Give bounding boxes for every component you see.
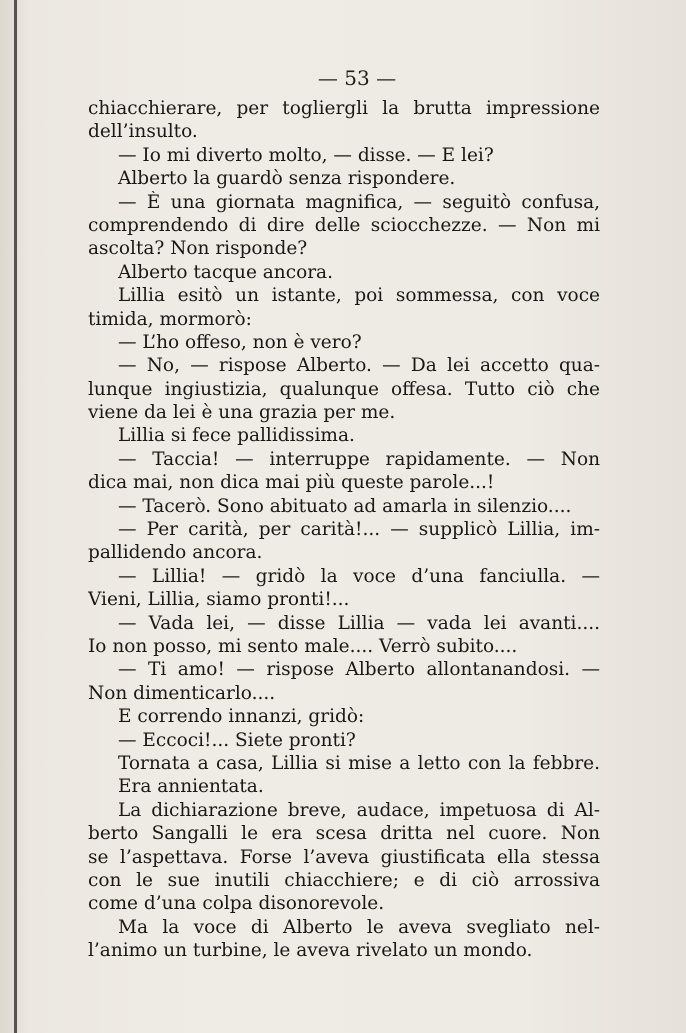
text-line: — Tacerò. Sono abituato ad amarla in silenzio.... <box>118 495 572 517</box>
text-line: ascolta? Non risponde? <box>88 238 308 260</box>
text-line: — Lillia! — gridò la voce d’una fanciulla. — <box>118 565 600 587</box>
text-line: Lillia esitò un istante, poi sommessa, con voce <box>118 285 600 307</box>
text-line: comprendendo di dire delle sciocchezze. — Non mi <box>88 214 600 236</box>
page-number: — 53 — <box>317 66 397 90</box>
text-line: lunque ingiustizia, qualunque offesa. Tutto ciò che <box>88 378 600 400</box>
text-line: dell’insulto. <box>88 121 198 143</box>
text-line: — Io mi diverto molto, — disse. — E lei? <box>118 144 494 166</box>
text-line: La dichiarazione breve, audace, impetuosa di Al- <box>118 799 600 821</box>
text-line: — L’ho offeso, non è vero? <box>118 331 362 353</box>
text-line: Alberto tacque ancora. <box>118 261 333 283</box>
text-line: — Taccia! — interruppe rapidamente. — Non <box>118 448 600 470</box>
text-line: come d’una colpa disonorevole. <box>88 893 385 915</box>
text-line: timida, mormorò: <box>88 308 252 330</box>
text-line: Vieni, Lillia, siamo pronti!... <box>88 589 350 611</box>
text-line: — Vada lei, — disse Lillia — vada lei avanti.... <box>118 612 600 634</box>
text-line: — No, — rispose Alberto. — Da lei accetto qua- <box>118 355 600 377</box>
text-line: pallidendo ancora. <box>88 542 263 564</box>
text-line: dica mai, non dica mai più queste parole...! <box>88 472 495 494</box>
text-line: — È una giornata magnifica, — seguitò confusa, <box>118 191 600 213</box>
text-line: — Per carità, per carità!... — supplicò Lillia, im- <box>118 519 600 541</box>
page-binding-edge <box>14 0 17 1033</box>
text-line: viene da lei è una grazia per me. <box>88 402 396 424</box>
text-line: E correndo innanzi, gridò: <box>118 706 365 728</box>
text-line: — Eccoci!... Siete pronti? <box>118 729 356 751</box>
text-line: Lillia si fece pallidissima. <box>118 425 355 447</box>
text-line: Era annientata. <box>118 776 264 798</box>
text-line: Tornata a casa, Lillia si mise a letto con la febbre. <box>118 752 600 774</box>
text-line: Non dimenticarlo.... <box>88 682 276 704</box>
text-line: — Ti amo! — rispose Alberto allontanandosi. — <box>118 659 600 681</box>
text-line: Io non posso, mi sento male.... Verrò subito.... <box>88 635 518 657</box>
body-text <box>88 97 600 962</box>
text-line: berto Sangalli le era scesa dritta nel cuore. Non <box>88 823 600 845</box>
text-line: Alberto la guardò senza rispondere. <box>118 168 456 190</box>
text-line: con le sue inutili chiacchiere; e di ciò arrossiva <box>88 869 600 891</box>
text-line: se l’aspettava. Forse l’aveva giustificata ella stessa <box>88 846 600 868</box>
text-line: Ma la voce di Alberto le aveva svegliato nel- <box>118 916 600 938</box>
text-line: chiacchierare, per togliergli la brutta impressione <box>88 98 600 119</box>
text-line: l’animo un turbine, le aveva rivelato un mondo. <box>88 940 533 962</box>
